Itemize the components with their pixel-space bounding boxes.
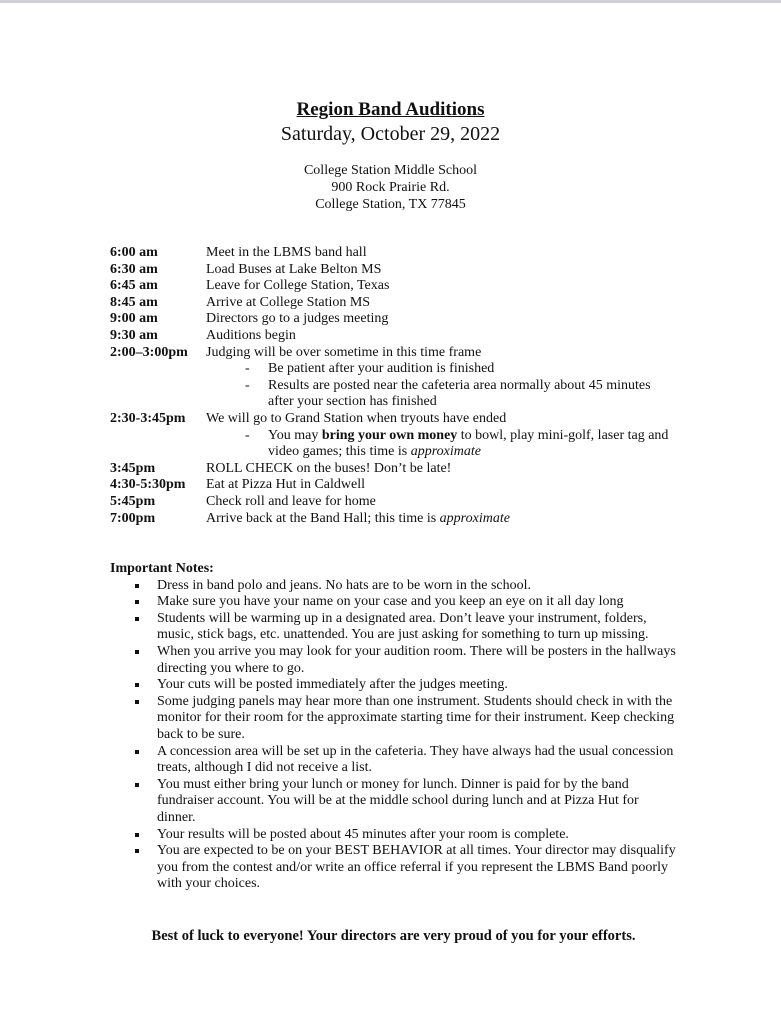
note-item <box>110 843 680 893</box>
subitem-text-italic: approximate <box>410 444 481 460</box>
note-item <box>110 594 680 611</box>
schedule-text: Auditions begin <box>206 327 296 343</box>
venue-address <box>0 162 781 213</box>
schedule-text: Leave for College Station, Texas <box>206 278 390 294</box>
schedule-subitem <box>110 428 710 461</box>
schedule-text: Check roll and leave for home <box>206 493 376 509</box>
schedule-text: Eat at Pizza Hut in Caldwell <box>206 477 366 493</box>
schedule-time: 2:30-3:45pm <box>110 410 186 426</box>
notes-heading: Important Notes: <box>110 561 214 576</box>
important-notes <box>110 561 680 893</box>
square-bullet-icon <box>110 644 157 677</box>
note-item <box>110 694 680 744</box>
venue-city: College Station, TX 77845 <box>315 197 466 212</box>
schedule-time: 3:45pm <box>110 460 156 476</box>
schedule-time: 6:00 am <box>110 245 158 260</box>
square-bullet-icon <box>110 594 157 611</box>
schedule-row <box>110 461 710 478</box>
schedule-row <box>110 245 710 262</box>
square-bullet-icon <box>110 843 157 893</box>
square-bullet-icon <box>110 827 157 844</box>
dash-bullet-icon: - <box>245 427 250 443</box>
schedule-row <box>110 494 710 511</box>
schedule <box>110 245 710 527</box>
schedule-time: 9:00 am <box>110 311 158 327</box>
square-bullet-icon <box>110 694 157 744</box>
schedule-time: 6:30 am <box>110 261 158 277</box>
note-text: Dress in band polo and jeans. No hats are to be worn in the school. <box>157 577 532 593</box>
square-bullet-icon <box>110 578 157 595</box>
schedule-text: Load Buses at Lake Belton MS <box>206 261 382 277</box>
schedule-time: 8:45 am <box>110 294 158 310</box>
note-text: Your results will be posted about 45 minutes after your room is complete. <box>157 826 569 842</box>
note-text: Students will be warming up in a designated area. Don’t leave your instrument, folders, music, stick bags, etc. unattended. You are just asking for something to turn up missing. <box>157 610 649 643</box>
schedule-text <box>206 511 710 528</box>
schedule-text: Arrive at College Station MS <box>206 294 371 310</box>
note-text: You are expected to be on your BEST BEHAVIOR at all times. Your director may disqualify you from the contest and/or write an office referral if you represent the LBMS Band poorly with your choices. <box>157 843 676 892</box>
schedule-row <box>110 477 710 494</box>
schedule-text-main: Arrive back at the Band Hall; this time is <box>206 510 440 526</box>
schedule-text: ROLL CHECK on the buses! Don’t be late! <box>206 460 452 476</box>
subitem-text: Results are posted near the cafeteria area normally about 45 minutes after your section has finished <box>268 377 651 410</box>
schedule-time: 2:00–3:00pm <box>110 344 188 360</box>
schedule-row <box>110 311 710 328</box>
schedule-row <box>110 328 710 345</box>
square-bullet-icon <box>110 777 157 827</box>
schedule-row <box>110 278 710 295</box>
document-title: Region Band Auditions <box>296 99 485 120</box>
note-text: Your cuts will be posted immediately after the judges meeting. <box>157 677 508 693</box>
subitem-text-post: to bowl, play mini-golf, laser tag and video games; this time is <box>268 427 669 460</box>
note-item <box>110 644 680 677</box>
subitem-text <box>268 428 678 461</box>
dash-bullet-icon: - <box>245 361 250 377</box>
schedule-text: Directors go to a judges meeting <box>206 311 389 327</box>
schedule-row <box>110 511 710 528</box>
subitem-text: Be patient after your audition is finished <box>268 361 495 377</box>
note-text: Some judging panels may hear more than one instrument. Students should check in with the monitor for their room for the approximate starting time for their instrument. Keep checking back to be sure. <box>157 693 675 742</box>
note-item <box>110 578 680 595</box>
schedule-time: 5:45pm <box>110 493 156 509</box>
note-item <box>110 827 680 844</box>
venue-street: 900 Rock Prairie Rd. <box>331 180 450 195</box>
note-item <box>110 744 680 777</box>
schedule-row <box>110 411 710 428</box>
note-item <box>110 677 680 694</box>
schedule-text: Judging will be over sometime in this time frame <box>206 344 482 360</box>
square-bullet-icon <box>110 744 157 777</box>
subitem-text-pre: You may <box>268 427 322 443</box>
schedule-time: 6:45 am <box>110 278 158 294</box>
schedule-subitem <box>110 361 710 378</box>
schedule-row <box>110 345 710 362</box>
subitem-text-emphasis: bring your own money <box>321 427 458 443</box>
note-text: Make sure you have your name on your case and you keep an eye on it all day long <box>157 594 624 610</box>
schedule-text: Meet in the LBMS band hall <box>206 245 367 260</box>
schedule-row <box>110 262 710 279</box>
note-item <box>110 777 680 827</box>
schedule-row <box>110 295 710 312</box>
note-item <box>110 611 680 644</box>
note-text: You must either bring your lunch or money for lunch. Dinner is paid for by the band fundraiser account. You will be at the middle school during lunch and at Pizza Hut for dinner. <box>157 776 639 825</box>
square-bullet-icon <box>110 677 157 694</box>
closing-message: Best of luck to everyone! Your directors are very proud of you for your efforts. <box>151 928 636 944</box>
venue-name: College Station Middle School <box>303 163 478 178</box>
schedule-subitem <box>110 378 710 411</box>
schedule-time: 7:00pm <box>110 510 156 526</box>
top-window-edge <box>0 0 781 3</box>
event-date: Saturday, October 29, 2022 <box>280 123 501 145</box>
note-text: A concession area will be set up in the cafeteria. They have always had the usual concession treats, although I did not receive a list. <box>157 743 674 776</box>
schedule-text: We will go to Grand Station when tryouts have ended <box>206 410 507 426</box>
schedule-text-italic: approximate <box>439 510 510 526</box>
schedule-time: 4:30-5:30pm <box>110 477 186 493</box>
schedule-time: 9:30 am <box>110 327 158 343</box>
note-text: When you arrive you may look for your audition room. There will be posters in the hallways directing you where to go. <box>157 643 676 676</box>
square-bullet-icon <box>110 611 157 644</box>
dash-bullet-icon: - <box>245 377 250 393</box>
